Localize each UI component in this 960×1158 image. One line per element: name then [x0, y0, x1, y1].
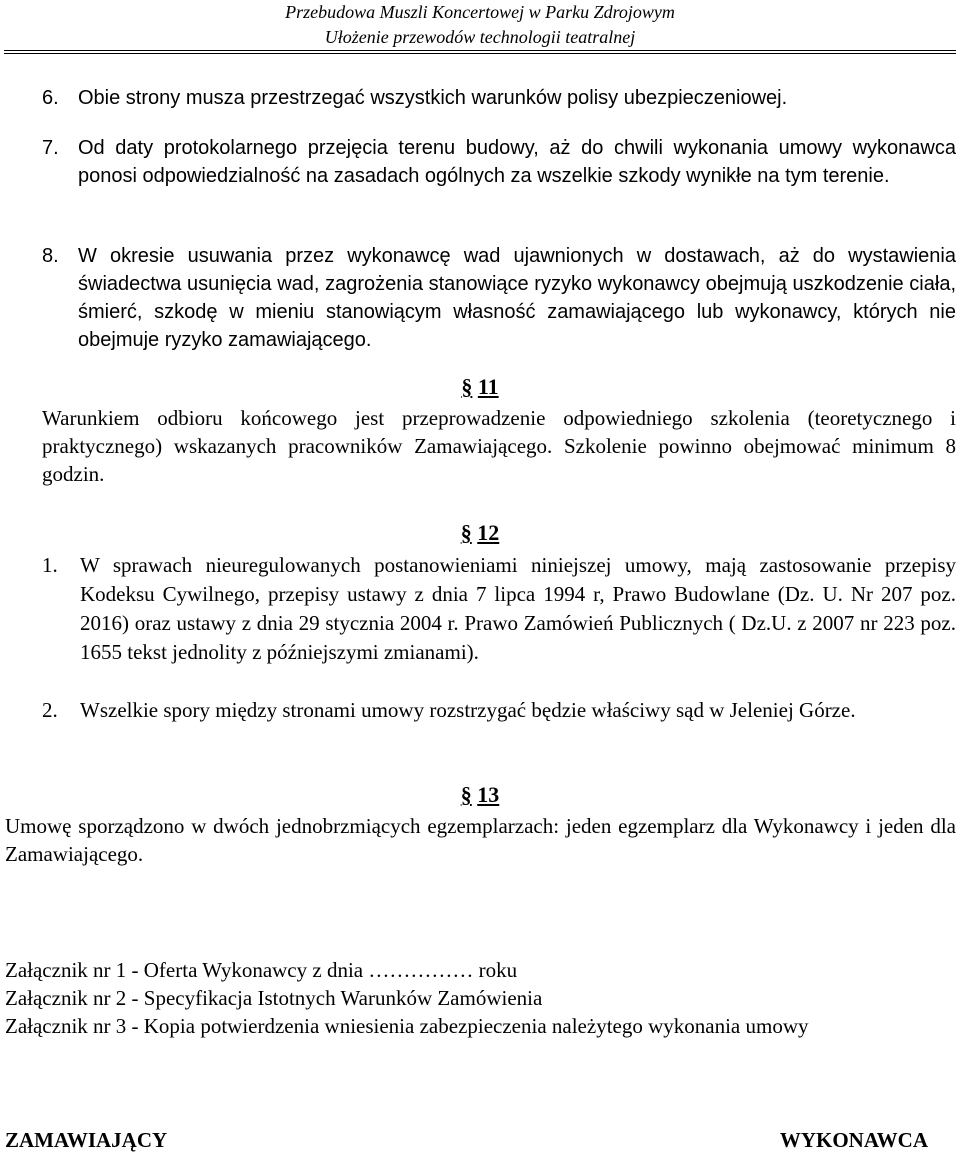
section-number: 11 [477, 374, 499, 399]
header-divider [4, 50, 956, 54]
section-13-heading [0, 782, 960, 808]
clause-7 [42, 134, 956, 190]
section-sign: § [460, 782, 472, 807]
clause-number: 7. [42, 137, 59, 159]
attachment-item: Załącznik nr 2 - Specyfikacja Istotnych Warunków Zamówienia [5, 986, 543, 1010]
attachments-list [5, 956, 956, 1040]
signature-client: ZAMAWIAJĄCY [5, 1128, 168, 1152]
clause-text: W sprawach nieuregulowanych postanowieniami niniejszej umowy, mają zastosowanie przepisy Kodeksu Cywilnego, przepisy ustawy z dnia 7 lipca 1994 r, Prawo Budowlane (Dz. U. Nr 207 poz. 2016) oraz ustawy z dnia 29 stycznia 2004 r. Prawo Zamówień Publicznych ( Dz.U. z 2007 nr 223 poz. 1655 tekst jednolity z późniejszymi zmianami). [80, 553, 956, 664]
header-title: Przebudowa Muszli Koncertowej w Parku Zdrojowym [285, 2, 675, 22]
header-subtitle: Ułożenie przewodów technologii teatralnej [324, 27, 636, 47]
section-sign: § [460, 520, 472, 545]
section-sign: § [461, 374, 473, 399]
section-number: 12 [477, 520, 500, 545]
clause-text: Od daty protokolarnego przejęcia terenu budowy, aż do chwili wykonania umowy wykonawca ponosi odpowiedzialność na zasadach ogólnych za wszelkie szkody wynikłe na tym terenie. [78, 137, 956, 187]
clause-8 [42, 242, 956, 354]
section-12-heading [0, 520, 960, 546]
clause-number: 8. [42, 245, 59, 267]
signature-contractor: WYKONAWCA [779, 1128, 928, 1152]
clause-text: Wszelkie spory między stronami umowy rozstrzygać będzie właściwy sąd w Jeleniej Górze. [80, 698, 856, 722]
clause-6 [42, 84, 922, 112]
clause-number: 1. [42, 553, 58, 577]
section-11-text: Warunkiem odbioru końcowego jest przeprowadzenie odpowiedniego szkolenia (teoretycznego i praktycznego) wskazanych pracowników Zamawiającego. Szkolenie powinno obejmować minimum 8 godzin. [42, 406, 956, 486]
attachment-item: Załącznik nr 3 - Kopia potwierdzenia wniesienia zabezpieczenia należytego wykonania umowy [5, 1014, 809, 1038]
clause-text: Obie strony musza przestrzegać wszystkich warunków polisy ubezpieczeniowej. [78, 87, 788, 109]
section-12-item-2 [42, 696, 956, 725]
section-13-text: Umowę sporządzono w dwóch jednobrzmiących egzemplarzach: jeden egzemplarz dla Wykonawcy i jeden dla Zamawiającego. [5, 814, 956, 866]
page-header [0, 0, 960, 50]
section-number: 13 [477, 782, 500, 807]
clause-text: W okresie usuwania przez wykonawcę wad ujawnionych w dostawach, aż do wystawienia świadectwa usunięcia wad, zagrożenia stanowiące ryzyko wykonawcy obejmują uszkodzenie ciała, śmierć, szkodę w mieniu stanowiącym własność zamawiającego lub wykonawcy, których nie obejmuje ryzyko zamawiającego. [78, 245, 956, 351]
section-11-heading [0, 374, 960, 400]
clause-number: 2. [42, 698, 58, 722]
section-12-item-1 [42, 551, 956, 667]
attachment-item: Załącznik nr 1 - Oferta Wykonawcy z dnia …………… roku [5, 958, 518, 982]
clause-number: 6. [42, 87, 59, 109]
